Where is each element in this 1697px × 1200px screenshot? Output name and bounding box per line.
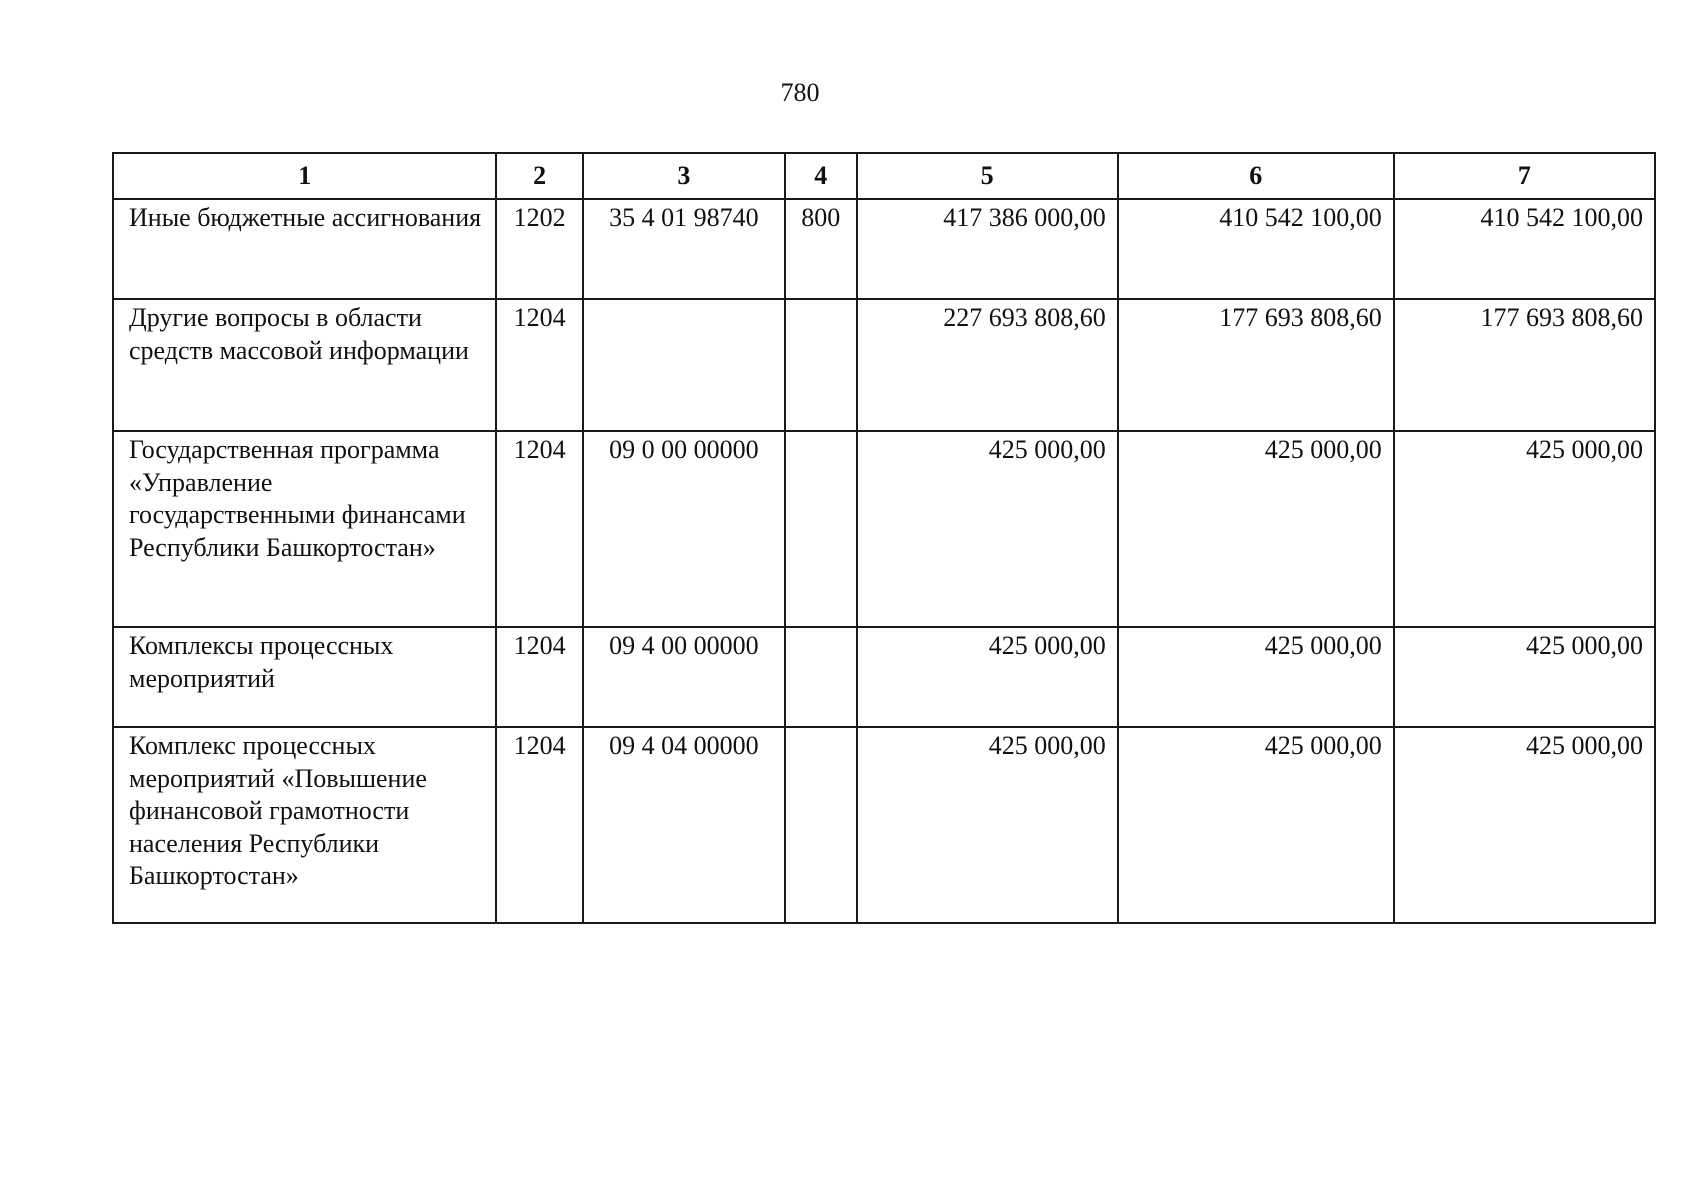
budget-table xyxy=(112,152,1656,924)
expense-type-cell xyxy=(785,431,857,627)
column-header: 5 xyxy=(857,153,1118,199)
table-row xyxy=(113,431,1655,627)
page-number: 780 xyxy=(780,78,820,107)
amount-cell: 425 000,00 xyxy=(1394,431,1655,627)
section-code-cell: 1204 xyxy=(496,727,582,923)
amount-cell: 425 000,00 xyxy=(857,727,1118,923)
item-name-cell: Комплексы процессных мероприятий xyxy=(113,627,496,727)
column-header: 7 xyxy=(1394,153,1655,199)
item-name-cell: Государственная программа «Управление государственными финансами Республики Башкортостан» xyxy=(113,431,496,627)
amount-cell: 177 693 808,60 xyxy=(1118,299,1394,431)
amount-cell: 410 542 100,00 xyxy=(1394,199,1655,299)
section-code-cell: 1204 xyxy=(496,299,582,431)
table-header-row xyxy=(113,153,1655,199)
amount-cell: 417 386 000,00 xyxy=(857,199,1118,299)
expense-type-cell xyxy=(785,299,857,431)
table-row xyxy=(113,299,1655,431)
table-row xyxy=(113,627,1655,727)
section-code-cell: 1202 xyxy=(496,199,582,299)
column-header: 2 xyxy=(496,153,582,199)
expense-type-cell: 800 xyxy=(785,199,857,299)
section-code-cell: 1204 xyxy=(496,627,582,727)
table-row xyxy=(113,727,1655,923)
amount-cell: 425 000,00 xyxy=(1118,627,1394,727)
amount-cell: 425 000,00 xyxy=(857,627,1118,727)
item-name-cell: Иные бюджетные ассигнования xyxy=(113,199,496,299)
target-code-cell: 09 4 04 00000 xyxy=(583,727,785,923)
amount-cell: 410 542 100,00 xyxy=(1118,199,1394,299)
column-header: 6 xyxy=(1118,153,1394,199)
target-code-cell xyxy=(583,299,785,431)
target-code-cell: 09 0 00 00000 xyxy=(583,431,785,627)
item-name-cell: Комплекс процессных мероприятий «Повышение финансовой грамотности населения Республики Башкортостан» xyxy=(113,727,496,923)
column-header: 3 xyxy=(583,153,785,199)
amount-cell: 425 000,00 xyxy=(1118,727,1394,923)
amount-cell: 425 000,00 xyxy=(1394,627,1655,727)
target-code-cell: 09 4 00 00000 xyxy=(583,627,785,727)
amount-cell: 177 693 808,60 xyxy=(1394,299,1655,431)
amount-cell: 425 000,00 xyxy=(857,431,1118,627)
target-code-cell: 35 4 01 98740 xyxy=(583,199,785,299)
expense-type-cell xyxy=(785,727,857,923)
section-code-cell: 1204 xyxy=(496,431,582,627)
item-name-cell: Другие вопросы в области средств массовой информации xyxy=(113,299,496,431)
table-row xyxy=(113,199,1655,299)
column-header: 1 xyxy=(113,153,496,199)
amount-cell: 425 000,00 xyxy=(1394,727,1655,923)
expense-type-cell xyxy=(785,627,857,727)
amount-cell: 227 693 808,60 xyxy=(857,299,1118,431)
amount-cell: 425 000,00 xyxy=(1118,431,1394,627)
column-header: 4 xyxy=(785,153,857,199)
